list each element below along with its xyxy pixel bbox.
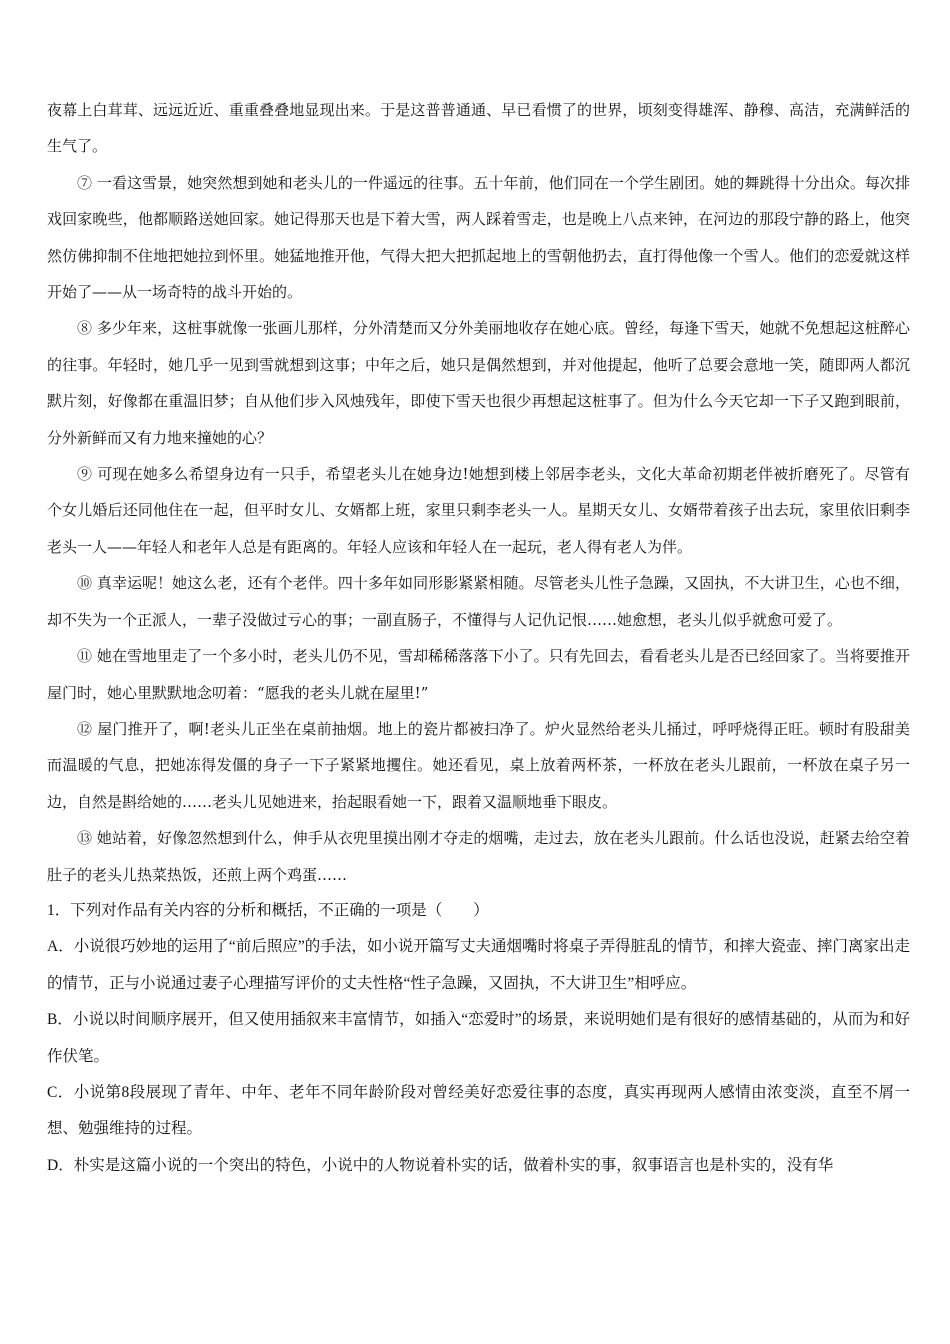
- paragraph-9: ⑨ 可现在她多么希望身边有一只手，希望老头儿在她身边!她想到楼上邻居李老头，文化大革命初期老伴被折磨死了。尽管有个女儿婚后还同他住在一起，但平时女儿、女婿都上班，家里只剩李老头一人。星期天女儿、女婿带着孩子出去玩，家里依旧剩李老头一人——年轻人和老年人总是有距离的。年轻人应该和年轻人在一起玩，老人得有老人为伴。: [47, 465, 910, 556]
- option-d: D．朴实是这篇小说的一个突出的特色，小说中的人物说着朴实的话，做着朴实的事，叙事语言也是朴实的，没有华: [47, 1156, 834, 1174]
- question-stem: 1．下列对作品有关内容的分析和概括，不正确的一项是（ ）: [47, 901, 489, 919]
- paragraph-11: ⑪ 她在雪地里走了一个多小时，老头儿仍不见，雪却稀稀落落下小了。只有先回去，看看老头儿是否已经回家了。当将要推开屋门时，她心里默默地念叨着：“愿我的老头儿就在屋里!”: [47, 647, 910, 702]
- paragraph-13: ⑬ 她站着，好像忽然想到什么，伸手从衣兜里摸出刚才夺走的烟嘴，走过去，放在老头儿跟前。什么话也没说，赶紧去给空着肚子的老头儿热菜热饭，还煎上两个鸡蛋……: [47, 829, 910, 884]
- paragraph-12: ⑫ 屋门推开了，啊!老头儿正坐在桌前抽烟。地上的瓷片都被扫净了。炉火显然给老头儿捅过，呼呼烧得正旺。顿时有股甜美而温暖的气息，把她冻得发僵的身子一下子紧紧地攫住。她还看见，桌上放着两杯茶，一杯放在老头儿跟前，一杯放在桌子另一边，自然是斟给她的……老头儿见她进来，抬起眼看她一下，跟着又温顺地垂下眼皮。: [47, 719, 910, 811]
- paragraph-7: ⑦ 一看这雪景，她突然想到她和老头儿的一件遥远的往事。五十年前，他们同在一个学生剧团。她的舞跳得十分出众。每次排戏回家晚些，他都顺路送她回家。她记得那天也是下着大雪，两人踩着雪走，也是晚上八点来钟，在河边的那段宁静的路上，他突然仿佛抑制不住地把她拉到怀里。她猛地推开他，气得大把大把抓起地上的雪朝他扔去，直打得他像一个雪人。他们的恋爱就这样开始了——从一场奇特的战斗开始的。: [47, 173, 910, 302]
- paragraph-8: ⑧ 多少年来，这桩事就像一张画儿那样，分外清楚而又分外美丽地收存在她心底。曾经，每逢下雪天，她就不免想起这桩醉心的往事。年轻时，她几乎一见到雪就想到这事；中年之后，她只是偶然想到，并对他提起，他听了总要会意地一笑，随即两人都沉默片刻，好像都在重温旧梦；自从他们步入风烛残年，即使下雪天也很少再想起这桩事了。但为什么今天它却一下子又跑到眼前，分外新鲜而又有力地来撞她的心？: [47, 319, 910, 447]
- option-b: B．小说以时间顺序展开，但又使用插叙来丰富情节，如插入“恋爱时”的场景，来说明她们是有很好的感情基础的，从而为和好作伏笔。: [47, 1011, 910, 1065]
- option-a: A．小说很巧妙地的运用了“前后照应”的手法，如小说开篇写丈夫通烟嘴时将桌子弄得脏乱的情节，和摔大瓷壶、摔门离家出走的情节，正与小说通过妻子心理描写评价的丈夫性格“性子急躁，又固执，不大讲卫生”相呼应。: [47, 938, 910, 992]
- paragraph-10: ⑩ 真幸运呢！她这么老，还有个老伴。四十多年如同形影紧紧相随。尽管老头儿性子急躁，又固执，不大讲卫生，心也不细，却不失为一个正派人，一辈子没做过亏心的事；一副直肠子，不懂得与人记仇记恨……她愈想，老头儿似乎就愈可爱了。: [47, 574, 910, 629]
- paragraph-intro: 夜幕上白茸茸、远远近近、重重叠叠地显现出来。于是这普普通通、早已看惯了的世界，顷刻变得雄浑、静穆、高洁，充满鲜活的生气了。: [47, 101, 910, 156]
- option-c: C．小说第8段展现了青年、中年、老年不同年龄阶段对曾经美好恋爱往事的态度，真实再现两人感情由浓变淡，直至不屑一想、勉强维持的过程。: [47, 1083, 910, 1138]
- document-body: [47, 92, 910, 1184]
